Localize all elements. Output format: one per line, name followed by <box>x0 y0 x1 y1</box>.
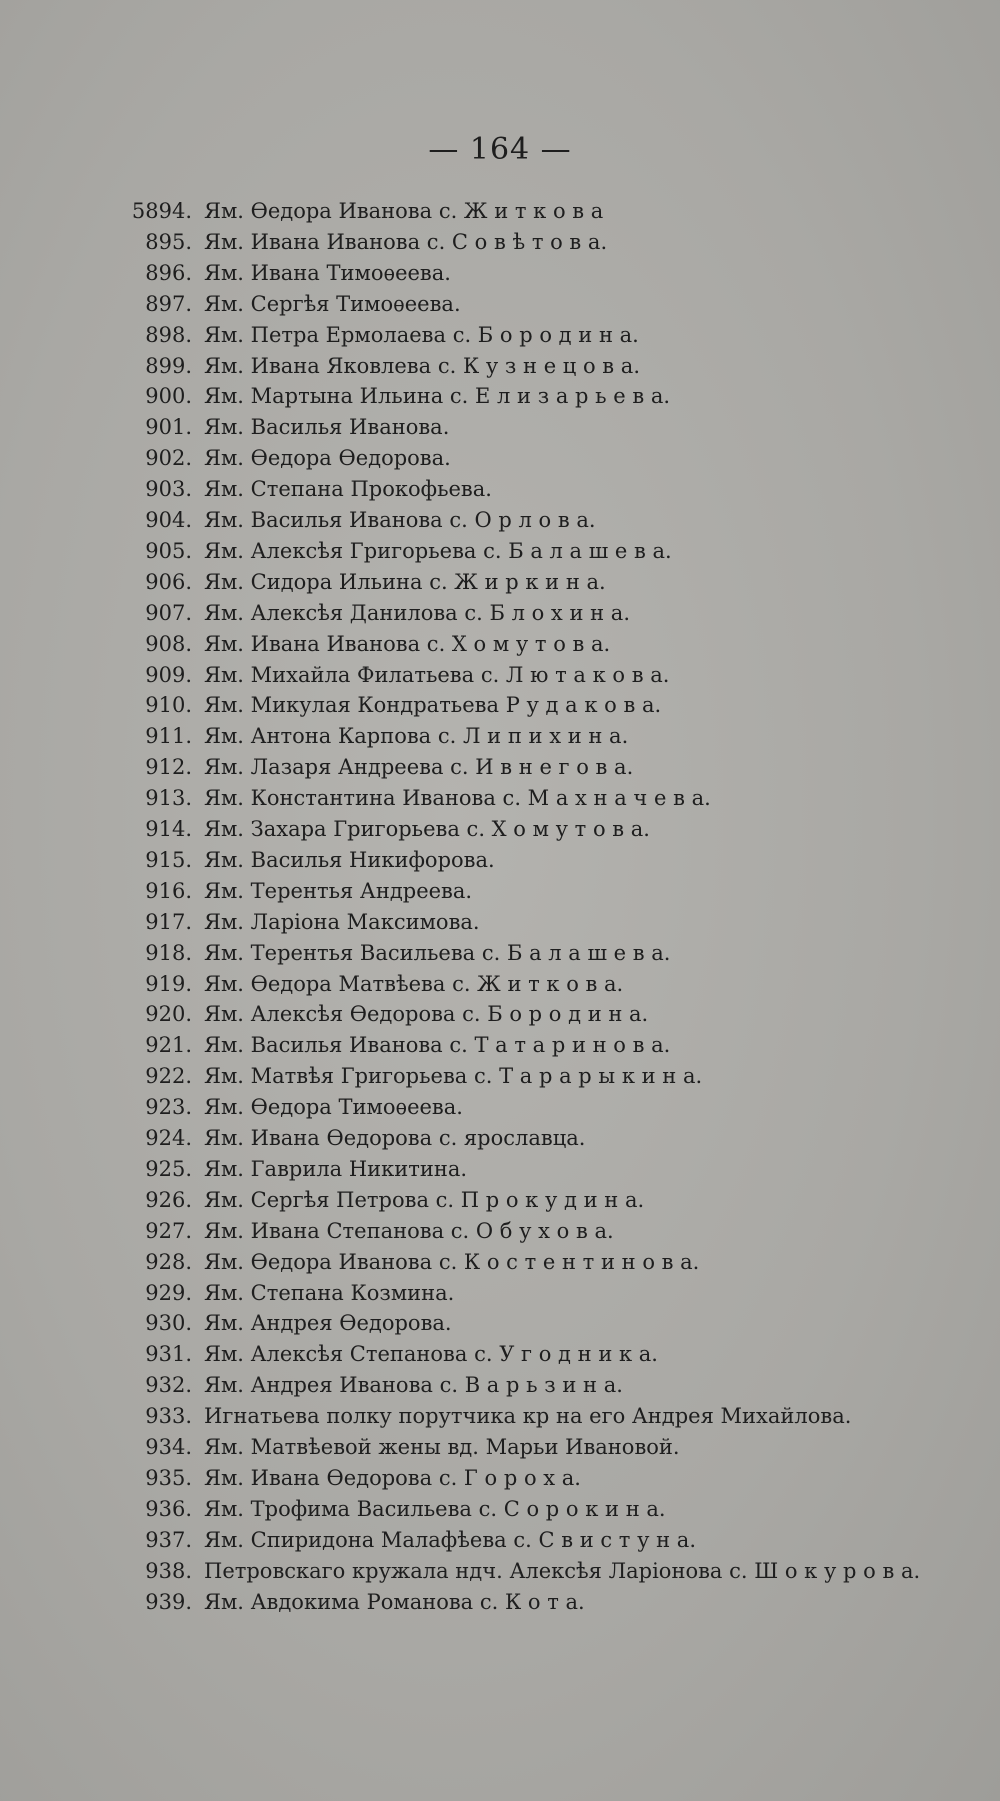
entry-text: Ям. Өедора Өедорова. <box>204 446 451 471</box>
list-item <box>0 783 711 813</box>
list-item <box>0 814 650 844</box>
entry-number: 903. <box>145 477 192 502</box>
entry-text: Ям. Өедора Тимоѳеева. <box>204 1095 463 1120</box>
entry-text: Ям. Матвѣя Григорьева с. Т а р а р ы к и н а. <box>204 1064 703 1089</box>
entry-text: Ям. Сергѣя Петрова с. П р о к у д и н а. <box>204 1187 645 1212</box>
entry-number: 925. <box>145 1156 192 1181</box>
list-item <box>0 721 628 751</box>
entry-number: 921. <box>145 1033 192 1058</box>
entry-text: Ям. Матвѣевой жены вд. Марьи Ивановой. <box>204 1435 680 1459</box>
list-item <box>0 598 630 628</box>
entry-number: 916. <box>145 878 192 903</box>
list-item <box>0 1123 585 1153</box>
entry-number: 917. <box>145 909 192 934</box>
entry-text: Ям. Захара Григорьева с. Х о м у т о в а. <box>204 817 650 841</box>
entry-number: 902. <box>145 446 192 471</box>
entry-text: Ям. Андрея Иванова с. В а р ь з и н а. <box>204 1373 623 1398</box>
list-item <box>0 1308 452 1338</box>
entry-number: 929. <box>145 1280 192 1305</box>
list-item <box>0 1401 851 1431</box>
entry-text: Ям. Алексѣя Өедорова с. Б о р о д и н а. <box>204 1002 649 1027</box>
list-item <box>0 381 670 411</box>
list-item <box>0 752 633 782</box>
entry-number: 897. <box>145 291 192 316</box>
entry-number: 906. <box>145 569 192 594</box>
entry-number: 934. <box>145 1435 192 1459</box>
entry-text: Ям. Степана Прокофьева. <box>204 477 492 502</box>
list-item <box>0 876 472 906</box>
entry-number: 919. <box>145 971 192 996</box>
list-item <box>0 1278 454 1308</box>
entry-text: Ям. Василья Иванова с. Т а т а р и н о в а. <box>204 1033 671 1058</box>
entry-number: 912. <box>145 755 192 780</box>
list-item <box>0 536 672 566</box>
entry-text: Ям. Ларіона Максимова. <box>204 909 480 934</box>
entry-text: Ям. Авдокима Романова с. К о т а. <box>204 1589 585 1614</box>
list-item <box>0 1556 920 1586</box>
entry-number: 904. <box>145 508 192 532</box>
entry-text: Ям. Гаврила Никитина. <box>204 1156 468 1181</box>
list-item <box>0 907 480 937</box>
entry-number: 928. <box>145 1249 192 1274</box>
list-item <box>0 505 596 535</box>
entry-number: 924. <box>145 1126 192 1150</box>
entry-number: 913. <box>145 786 192 811</box>
entry-number: 920. <box>145 1002 192 1027</box>
entry-text: Ям. Василья Никифорова. <box>204 847 495 872</box>
entry-number: 933. <box>145 1404 192 1429</box>
entry-text: Ям. Ивана Иванова с. С о в ѣ т о в а. <box>204 229 608 254</box>
list-item <box>0 969 623 999</box>
entry-number: 935. <box>145 1465 192 1490</box>
list-item <box>0 443 451 473</box>
entry-text: Петровскаго кружала ндч. Алексѣя Ларіонова с. Ш о к у р о в а. <box>204 1558 921 1583</box>
entry-text: Ям. Василья Иванова. <box>204 415 450 440</box>
entry-number: 898. <box>145 322 192 347</box>
entry-number: 936. <box>145 1496 192 1521</box>
entry-number: 5894. <box>131 199 192 223</box>
entry-number: 911. <box>145 724 192 749</box>
entry-number: 910. <box>145 693 192 718</box>
entry-text: Ям. Өедора Иванова с. Ж и т к о в а <box>204 199 604 223</box>
list-item <box>0 1432 680 1462</box>
entry-number: 914. <box>145 817 192 841</box>
entry-text: Ям. Ивана Өедорова с. ярославца. <box>204 1126 586 1150</box>
entry-text: Ям. Антона Карпова с. Л и п и х и н а. <box>204 724 629 749</box>
entry-text: Ям. Трофима Васильева с. С о р о к и н а. <box>204 1496 666 1521</box>
entry-text: Ям. Терентья Андреева. <box>204 878 473 903</box>
entry-text: Ям. Ивана Өедорова с. Г о р о х а. <box>204 1465 581 1490</box>
list-item <box>0 258 451 288</box>
entry-text: Ям. Михайла Филатьева с. Л ю т а к о в а. <box>204 662 670 687</box>
entry-text: Ям. Терентья Васильева с. Б а л а ш е в а. <box>204 940 671 965</box>
entry-text: Ям. Ивана Тимоѳеева. <box>204 260 451 285</box>
entry-text: Ям. Сидора Ильина с. Ж и р к и н а. <box>204 569 606 594</box>
list-item <box>0 1030 670 1060</box>
list-item <box>0 289 461 319</box>
entry-text: Ям. Андрея Өедорова. <box>204 1311 452 1336</box>
entry-text: Ям. Спиридона Малафѣева с. С в и с т у н а. <box>204 1527 696 1552</box>
entry-text: Ям. Мартына Ильина с. Е л и з а р ь е в а. <box>204 384 671 409</box>
entry-number: 901. <box>145 415 192 440</box>
entry-number: 900. <box>145 384 192 409</box>
entry-text: Ям. Ивана Степанова с. О б у х о в а. <box>204 1218 614 1243</box>
entry-text: Ям. Алексѣя Степанова с. У г о д н и к а. <box>204 1342 658 1367</box>
list-item <box>0 938 670 968</box>
entry-number: 931. <box>145 1342 192 1367</box>
entry-number: 939. <box>145 1589 192 1614</box>
entry-number: 937. <box>145 1527 192 1552</box>
entry-number: 918. <box>145 940 192 965</box>
list-item <box>0 1587 585 1617</box>
entry-number: 895. <box>145 229 192 254</box>
entry-number: 915. <box>145 847 192 872</box>
entry-text: Игнатьева полку порутчика кр на его Андрея Михайлова. <box>204 1404 852 1429</box>
list-item <box>0 1061 702 1091</box>
entry-number: 927. <box>145 1218 192 1243</box>
entry-number: 926. <box>145 1187 192 1212</box>
entry-text: Ям. Ивана Иванова с. Х о м у т о в а. <box>204 631 611 656</box>
list-item <box>0 1185 644 1215</box>
entry-number: 907. <box>145 600 192 625</box>
entry-number: 899. <box>145 353 192 378</box>
page-number: — 164 — <box>428 132 572 167</box>
entry-text: Ям. Ивана Яковлева с. К у з н е ц о в а. <box>204 353 640 378</box>
list-item <box>0 351 640 381</box>
list-item <box>0 690 661 720</box>
list-item <box>0 660 669 690</box>
entry-text: Ям. Өедора Матвѣева с. Ж и т к о в а. <box>204 971 624 996</box>
list-item <box>0 412 449 442</box>
entry-text: Ям. Петра Ермолаева с. Б о р о д и н а. <box>204 322 639 347</box>
list-item <box>0 320 639 350</box>
list-item <box>0 1525 696 1555</box>
list-item <box>0 629 610 659</box>
list-item <box>0 1463 581 1493</box>
entry-text: Ям. Микулая Кондратьева Р у д а к о в а. <box>204 693 662 718</box>
list-item <box>0 1216 614 1246</box>
entry-text: Ям. Степана Козмина. <box>204 1280 455 1305</box>
entry-text: Ям. Василья Иванова с. О р л о в а. <box>204 508 596 532</box>
entry-text: Ям. Алексѣя Григорьева с. Б а л а ш е в а. <box>204 538 672 563</box>
entry-text: Ям. Лазаря Андреева с. И в н е г о в а. <box>204 755 634 780</box>
list-item <box>0 227 607 257</box>
entry-number: 923. <box>145 1095 192 1120</box>
list-item <box>0 1092 463 1122</box>
entry-number: 938. <box>145 1558 192 1583</box>
entry-number: 896. <box>145 260 192 285</box>
entry-text: Ям. Сергѣя Тимоѳеева. <box>204 291 461 316</box>
list-item <box>0 845 495 875</box>
list-item <box>0 1247 699 1277</box>
list-item <box>0 567 606 597</box>
entry-number: 930. <box>145 1311 192 1336</box>
list-item <box>0 1370 623 1400</box>
list-item <box>0 196 603 226</box>
list-item <box>0 1494 666 1524</box>
list-item <box>0 999 648 1029</box>
list-item <box>0 474 492 504</box>
entry-number: 922. <box>145 1064 192 1089</box>
entry-number: 908. <box>145 631 192 656</box>
list-item <box>0 1339 658 1369</box>
list-item <box>0 1154 467 1184</box>
entry-text: Ям. Алексѣя Данилова с. Б л о х и н а. <box>204 600 630 625</box>
entry-number: 932. <box>145 1373 192 1398</box>
entry-text: Ям. Константина Иванова с. М а х н а ч е в а. <box>204 786 711 811</box>
entry-text: Ям. Өедора Иванова с. К о с т е н т и н о в а. <box>204 1249 700 1274</box>
entry-number: 905. <box>145 538 192 563</box>
entry-number: 909. <box>145 662 192 687</box>
